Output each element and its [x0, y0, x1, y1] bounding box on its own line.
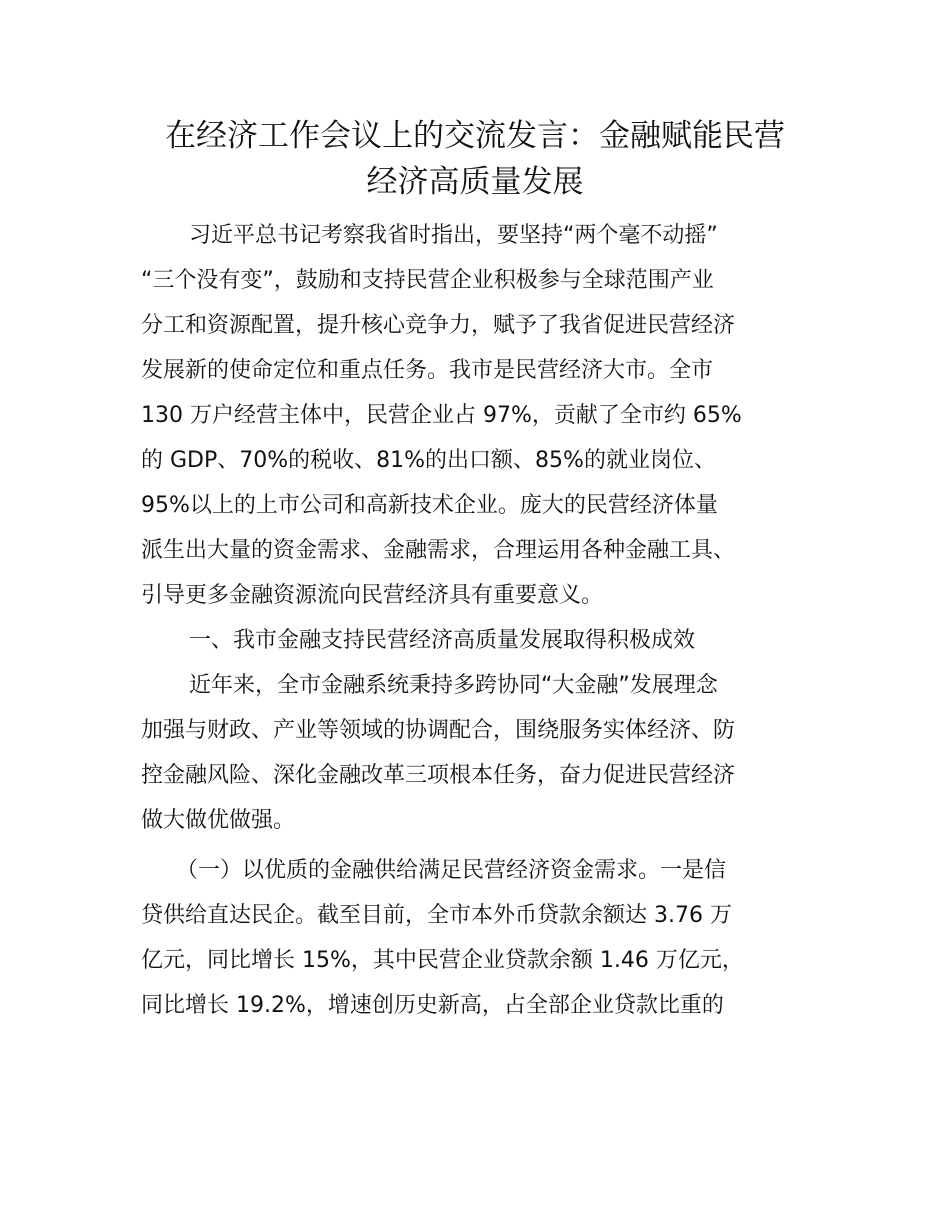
paragraph-2-line-1: 近年来，全市金融系统秉持多跨协同“大金融”发展理念	[189, 673, 718, 698]
paragraph-1-line-3: 分工和资源配置，提升核心竞争力，赋予了我省促进民营经济	[141, 313, 736, 338]
paragraph-3-line-3: 亿元，同比增长 15%，其中民营企业贷款余额 1.46 万亿元，	[141, 948, 744, 973]
section-heading-1: 一、我市金融支持民营经济高质量发展取得积极成效	[189, 628, 696, 653]
paragraph-2-line-2: 加强与财政、产业等领域的协调配合，围绕服务实体经济、防	[141, 718, 736, 743]
paragraph-2-line-4: 做大做优做强。	[141, 808, 296, 833]
paragraph-1-line-9: 引导更多金融资源流向民营经济具有重要意义。	[141, 583, 604, 608]
paragraph-1-line-7: 95%以上的上市公司和高新技术企业。庞大的民营经济体量	[141, 493, 718, 518]
paragraph-1-line-2: “三个没有变”，鼓励和支持民营企业积极参与全球范围产业	[141, 268, 714, 293]
paragraph-3-line-1: （一）以优质的金融供给满足民营经济资金需求。一是信	[176, 858, 727, 883]
paragraph-2-line-3: 控金融风险、深化金融改革三项根本任务，奋力促进民营经济	[141, 763, 736, 788]
paragraph-1-line-6: 的 GDP、70%的税收、81%的出口额、85%的就业岗位、	[141, 448, 716, 473]
document-title-line-1: 在经济工作会议上的交流发言：金融赋能民营	[165, 118, 785, 154]
paragraph-3-line-2: 贷供给直达民企。截至目前，全市本外币贷款余额达 3.76 万	[141, 903, 732, 928]
paragraph-1-line-8: 派生出大量的资金需求、金融需求，合理运用各种金融工具、	[141, 538, 736, 563]
paragraph-1-line-4: 发展新的使命定位和重点任务。我市是民营经济大市。全市	[141, 358, 714, 383]
paragraph-3-line-4: 同比增长 19.2%，增速创历史新高，占全部企业贷款比重的	[141, 993, 724, 1018]
paragraph-1-line-5: 130 万户经营主体中，民营企业占 97%，贡献了全市约 65%	[141, 403, 742, 428]
document-title-line-2: 经济高质量发展	[366, 164, 584, 200]
paragraph-1-line-1: 习近平总书记考察我省时指出，要坚持“两个毫不动摇”	[189, 223, 718, 248]
